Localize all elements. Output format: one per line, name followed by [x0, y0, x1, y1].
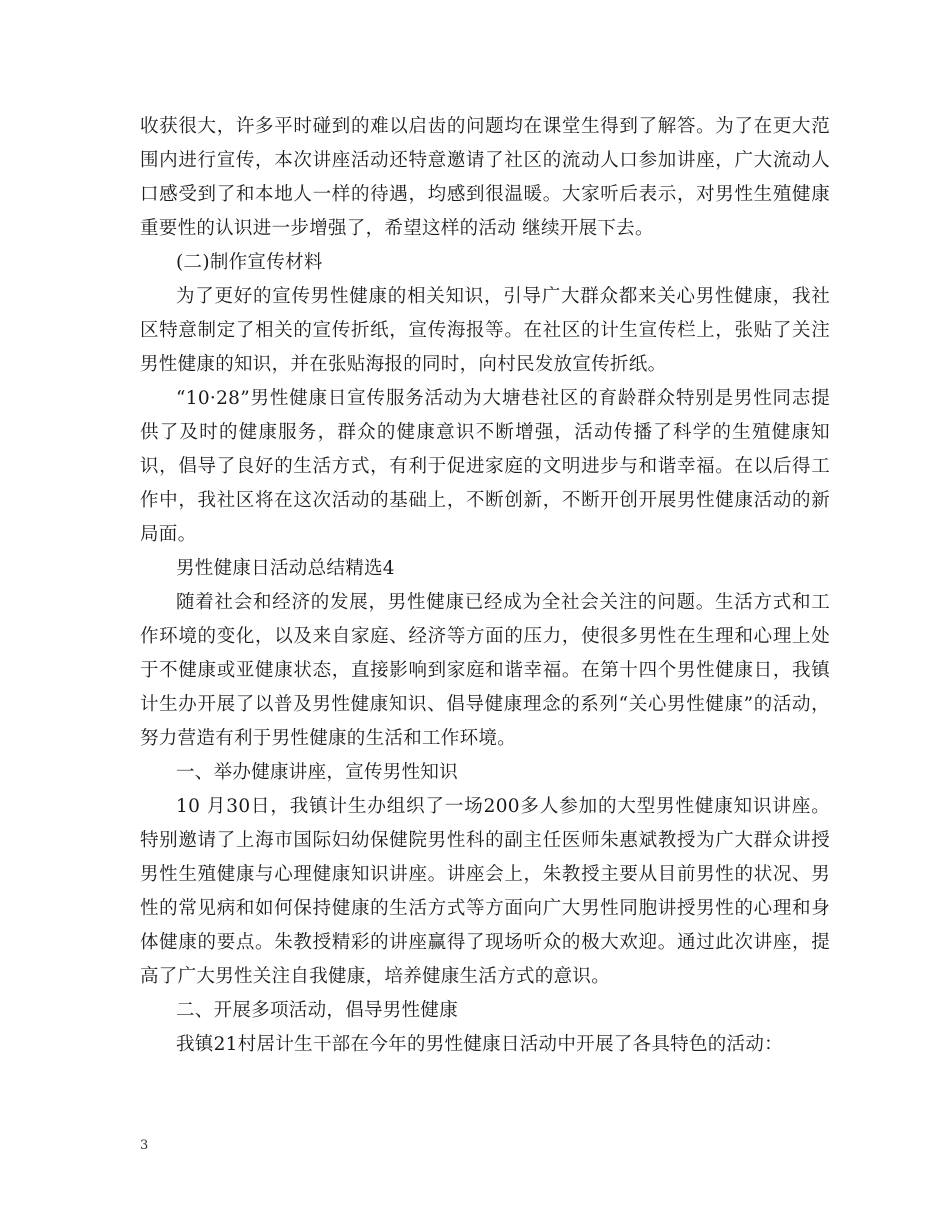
- article-title: 男性健康日活动总结精选4: [176, 558, 395, 579]
- section-heading-lecture: 一、举办健康讲座，宣传男性知识: [176, 762, 459, 783]
- paragraph-promo-materials: 为了更好的宣传男性健康的相关知识，引导广大群众都来关心男性健康，我社区特意制定了相关的宣传折纸，宣传海报等。在社区的计生宣传栏上，张贴了关注男性健康的知识，并在张贴海报的同时，向村民发放宣传折纸。: [140, 286, 830, 375]
- paragraph-intro: 随着社会和经济的发展，男性健康已经成为全社会关注的问题。生活方式和工作环境的变化，以及来自家庭、经济等方面的压力，使很多男性在生理和心理上处于不健康或亚健康状态，直接影响到家庭和谐幸福。在第十四个男性健康日，我镇计生办开展了以普及男性健康知识、倡导健康理念的系列“关心男性健康”的活动，努力营造有利于男性健康的生活和工作环境。: [140, 592, 830, 749]
- section-heading-activities: 二、开展多项活动，倡导男性健康: [176, 1000, 459, 1021]
- page-number: 3: [140, 1138, 149, 1153]
- paragraph-event-summary: “10·28”男性健康日宣传服务活动为大塘巷社区的育龄群众特别是男性同志提供了及时的健康服务，群众的健康意识不断增强，活动传播了科学的生殖健康知识，倡导了良好的生活方式，有利于促进家庭的文明进步与和谐幸福。在以后得工作中，我社区将在这次活动的基础上，不断创新，不断开创开展男性健康活动的新局面。: [140, 388, 830, 545]
- paragraph-lecture: 10 月30日，我镇计生办组织了一场200多人参加的大型男性健康知识讲座。特别邀请了上海市国际妇幼保健院男性科的副主任医师朱惠斌教授为广大群众讲授男性生殖健康与心理健康知识讲座。讲座会上，朱教授主要从目前男性的状况、男性的常见病和如何保持健康的生活方式等方面向广大男性同胞讲授男性的心理和身体健康的要点。朱教授精彩的讲座赢得了现场听众的极大欢迎。通过此次讲座，提高了广大男性关注自我健康，培养健康生活方式的意识。: [140, 796, 830, 987]
- paragraph-continuation: 收获很大，许多平时碰到的难以启齿的问题均在课堂生得到了解答。为了在更大范围内进行宣传，本次讲座活动还特意邀请了社区的流动人口参加讲座，广大流动人口感受到了和本地人一样的待遇，均感到很温暖。大家听后表示，对男性生殖健康重要性的认识进一步增强了，希望这样的活动 继续开展下去。: [140, 116, 830, 239]
- paragraph-activities: 我镇21村居计生干部在今年的男性健康日活动中开展了各具特色的活动：: [176, 1034, 783, 1055]
- document-body: [140, 110, 830, 1062]
- section-heading-promo-materials: (二)制作宣传材料: [176, 252, 323, 273]
